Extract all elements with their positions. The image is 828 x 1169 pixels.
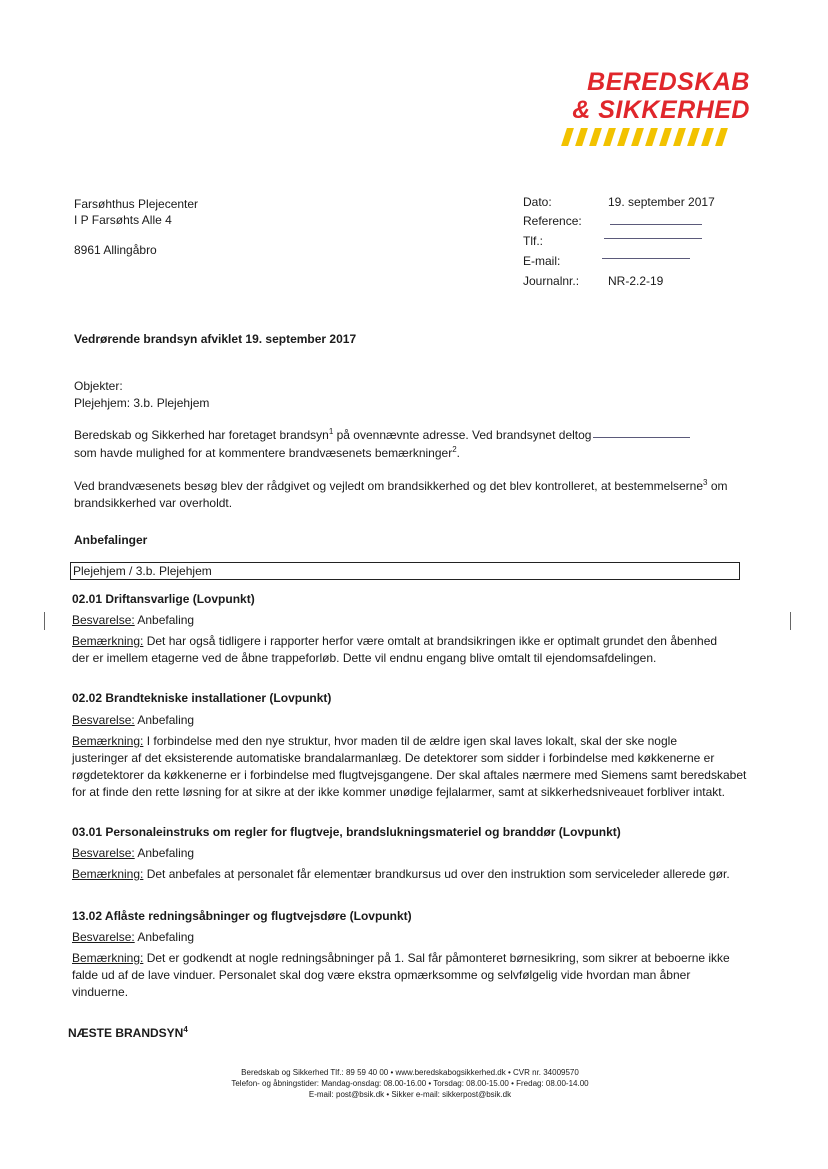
remark-text: Det har også tidligere i rapporter herfor være omtalt at brandsikringen ikke er optimalt grundet den åbenhed (146, 634, 718, 648)
recommendations-heading: Anbefalinger (74, 533, 148, 547)
intro-text: om (707, 479, 728, 493)
answer-value: Anbefaling (137, 846, 195, 860)
answer-label: Besvarelse: (72, 930, 135, 944)
intro-text: . (456, 446, 460, 460)
item-answer (72, 712, 194, 728)
journal-value: NR-2.2-19 (608, 274, 664, 288)
remark-label: Bemærkning: (72, 951, 144, 965)
remark-text: Det er godkendt at nogle redningsåbninger på 1. Sal får påmonteret børnesikring, som sikrer at beboerne ikke (146, 951, 730, 965)
intro-text: Ved brandvæsenets besøg blev der rådgivet og vejledt om brandsikkerhed og det blev kontrolleret, at bestemmelserne (74, 479, 704, 493)
email-label: E-mail: (523, 254, 561, 268)
intro-paragraph-2 (74, 478, 728, 495)
remark-text: falde ud af de lave vinduer. Personalet skal dog være ekstra opmærksomme og selvfølgelig vide hvordan man åbner (72, 968, 691, 982)
subject-heading: Vedrørende brandsyn afviklet 19. september 2017 (74, 332, 357, 346)
logo-line-1: BEREDSKAB (587, 68, 750, 96)
reference-redaction (610, 224, 702, 225)
intro-paragraph-1 (74, 427, 591, 444)
margin-mark (44, 612, 45, 630)
phone-redaction (604, 238, 702, 239)
recipient-city: 8961 Allingåbro (74, 243, 157, 257)
next-inspection-label: NÆSTE BRANDSYN (68, 1026, 184, 1040)
phone-label: Tlf.: (523, 234, 543, 248)
remark-text: der er imellem etagerne ved de åbne trappeforløb. Dette vil endnu engang blive omtalt til ejendomsafdelingen. (72, 651, 657, 665)
item-remark (72, 866, 730, 883)
answer-label: Besvarelse: (72, 846, 135, 860)
answer-value: Anbefaling (137, 930, 195, 944)
logo-line-2: & SIKKERHED (572, 96, 750, 124)
item-remark (72, 633, 717, 667)
intro-text: Beredskab og Sikkerhed har foretaget brandsyn (74, 428, 329, 442)
item-title: 13.02 Aflåste redningsåbninger og flugtvejsdøre (Lovpunkt) (72, 909, 412, 923)
footer-line-2: Telefon- og åbningstider: Mandag-onsdag: 08.00-16.00 • Torsdag: 08.00-15.00 • Fredag: 08.00-14.00 (231, 1079, 589, 1088)
answer-value: Anbefaling (137, 713, 195, 727)
remark-text: I forbindelse med den nye struktur, hvor maden til de ældre igen skal laves lokalt, skal der ske nogle (146, 734, 677, 748)
margin-mark (790, 612, 791, 630)
item-remark (72, 733, 746, 801)
remark-text: vinduerne. (72, 985, 129, 999)
answer-value: Anbefaling (137, 613, 195, 627)
next-inspection-heading (68, 1025, 188, 1041)
object-box (70, 562, 740, 580)
item-answer (72, 929, 194, 945)
answer-label: Besvarelse: (72, 613, 135, 627)
intro-text: som havde mulighed for at kommentere brandvæsenets bemærkninger (74, 446, 453, 460)
remark-text: for at finde den rette løsning for at sikre at der ikke kommer unødige fejlalarmer, samt at sikkerhedsniveauet forbliver intakt. (72, 785, 725, 799)
participant-redaction (593, 437, 690, 438)
answer-label: Besvarelse: (72, 713, 135, 727)
remark-label: Bemærkning: (72, 634, 144, 648)
footer-line-1: Beredskab og Sikkerhed Tlf.: 89 59 40 00 • www.beredskabogsikkerhed.dk • CVR nr. 34009570 (241, 1068, 579, 1077)
remark-label: Bemærkning: (72, 867, 144, 881)
objects-label: Objekter: (74, 379, 123, 393)
item-title: 03.01 Personaleinstruks om regler for flugtveje, brandslukningsmateriel og branddør (Lovpunkt) (72, 825, 621, 839)
date-label: Dato: (523, 195, 552, 209)
footer (150, 1067, 670, 1100)
reference-label: Reference: (523, 214, 582, 228)
intro-text: på ovennævnte adresse. Ved brandsynet deltog (333, 428, 592, 442)
object-box-label: Plejehjem / 3.b. Plejehjem (73, 564, 212, 578)
item-remark (72, 950, 730, 1001)
item-title: 02.01 Driftansvarlige (Lovpunkt) (72, 592, 255, 606)
footnote-ref: 2 (452, 445, 457, 454)
remark-label: Bemærkning: (72, 734, 144, 748)
objects-line: Plejehjem: 3.b. Plejehjem (74, 396, 210, 410)
footnote-ref: 1 (328, 427, 334, 436)
footnote-ref: 4 (183, 1025, 188, 1034)
journal-label: Journalnr.: (523, 274, 580, 288)
remark-text: justeringer af det eksisterende automatiske brandalarmanlæg. De detektorer som sidder i forbindelse med køkkenerne er (72, 751, 715, 765)
item-title: 02.02 Brandtekniske installationer (Lovpunkt) (72, 691, 332, 705)
email-redaction (602, 258, 690, 259)
remark-text: Det anbefales at personalet får elementær brandkursus ud over den instruktion som serviceleder allerede gør. (146, 867, 730, 881)
item-answer (72, 612, 194, 628)
recipient-street: I P Farsøhts Alle 4 (74, 213, 172, 227)
item-answer (72, 845, 194, 861)
intro-text: brandsikkerhed var overholdt. (74, 496, 233, 510)
logo-stripes (564, 128, 732, 151)
intro-paragraph-1-cont (74, 445, 460, 462)
footnote-ref: 3 (703, 478, 708, 487)
date-value: 19. september 2017 (608, 195, 715, 209)
logo (560, 68, 750, 124)
recipient-name: Farsøhthus Plejecenter (74, 197, 199, 211)
footer-line-3: E-mail: post@bsik.dk • Sikker e-mail: sikkerpost@bsik.dk (308, 1090, 512, 1099)
remark-text: røgdetektorer da køkkenerne er i forbindelse med flugtvejsgangene. Der skal aftales nærmere med Siemens samt beredskabet (72, 768, 747, 782)
